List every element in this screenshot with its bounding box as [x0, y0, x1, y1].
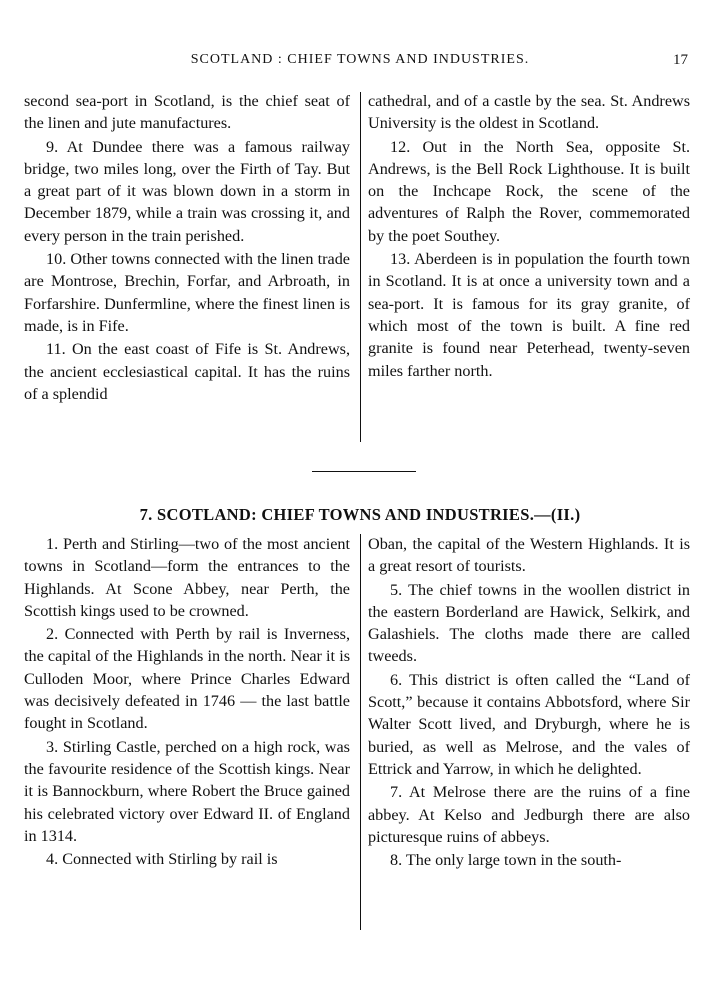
paragraph: 8. The only large town in the south- — [390, 851, 622, 870]
paragraph: 10. Other towns connected with the linen trade are Montrose, Brechin, Forfar, and Arbroath, in Forfarshire. Dunfermline, where the finest linen is made, is in Fife. — [24, 250, 350, 335]
top-left-column — [24, 90, 350, 406]
paragraph: 3. Stirling Castle, perched on a high rock, was the favourite residence of the Scottish kings. Near it is Bannockburn, where Robert the Bruce gained his celebrated victory over Edward II. of England in 1314. — [24, 737, 350, 845]
paragraph: cathedral, and of a castle by the sea. St. Andrews University is the oldest in Scotland. — [368, 92, 690, 133]
column-divider — [360, 534, 361, 930]
paragraph: 1. Perth and Stirling—two of the most ancient towns in Scotland—form the entrances to the Highlands. At Scone Abbey, near Perth, the Scottish kings used to be crowned. — [24, 535, 350, 620]
paragraph: 6. This district is often called the “Land of Scott,” because it contains Abbotsford, where Sir Walter Scott lived, and Dryburgh, where he is buried, as well as Melrose, and the vales of Ettrick and Yarrow, in which he delighted. — [368, 670, 690, 778]
top-right-column — [368, 90, 690, 383]
page-number: 17 — [673, 52, 688, 68]
section-title: 7. SCOTLAND: CHIEF TOWNS AND INDUSTRIES.—(II.) — [139, 505, 581, 524]
paragraph: 13. Aberdeen is in population the fourth town in Scotland. It is at once a university town and a sea-port. It is famous for its gray granite, of which most of the town is built. A fine red granite is found near Peterhead, twenty-seven miles farther north. — [368, 250, 690, 380]
running-title: SCOTLAND : CHIEF TOWNS AND INDUSTRIES. — [190, 52, 530, 67]
paragraph: 11. On the east coast of Fife is St. Andrews, the ancient ecclesiastical capital. It has the ruins of a splendid — [24, 340, 350, 403]
bottom-left-column — [24, 533, 350, 871]
paragraph: 2. Connected with Perth by rail is Inverness, the capital of the Highlands in the north. Near it is Culloden Moor, where Prince Charles Edward was decisively defeated in 1746 — the last battle fought in Scotland. — [24, 625, 350, 733]
section-divider — [312, 471, 416, 472]
column-divider — [360, 92, 361, 442]
paragraph: 7. At Melrose there are the ruins of a fine abbey. At Kelso and Jedburgh there are also picturesque ruins of abbeys. — [368, 783, 690, 846]
paragraph: 12. Out in the North Sea, opposite St. Andrews, is the Bell Rock Lighthouse. It is built on the Inchcape Rock, the scene of the adventures of Ralph the Rover, commemorated by the poet Southey. — [368, 137, 690, 245]
bottom-right-column — [368, 533, 690, 872]
paragraph: 4. Connected with Stirling by rail is — [46, 850, 278, 869]
paragraph: 9. At Dundee there was a famous railway bridge, two miles long, over the Firth of Tay. But a great part of it was blown down in a storm in December 1879, while a train was crossing it, and every person in the train perished. — [24, 137, 350, 245]
paragraph: second sea-port in Scotland, is the chief seat of the linen and jute manufactures. — [24, 92, 350, 133]
paragraph: 5. The chief towns in the woollen district in the eastern Borderland are Hawick, Selkirk, and Galashiels. The cloths made there are called tweeds. — [368, 580, 690, 666]
page-header — [20, 52, 700, 72]
paragraph: Oban, the capital of the Western Highlands. It is a great resort of tourists. — [368, 535, 690, 576]
